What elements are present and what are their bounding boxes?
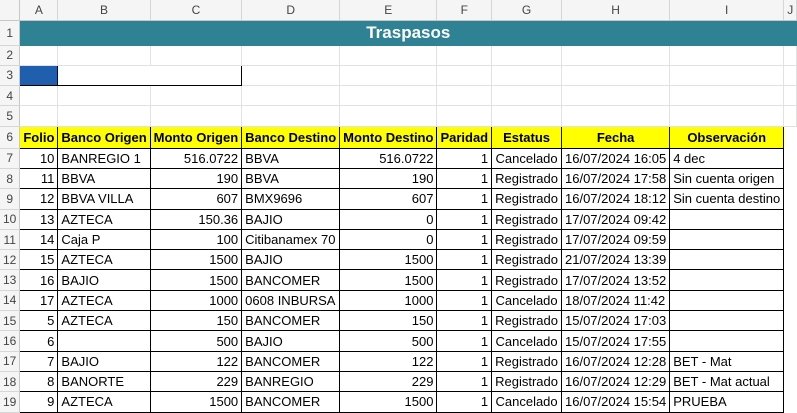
row-header[interactable]: 12: [0, 250, 20, 270]
table-row: [0, 290, 797, 310]
cell-banco-origen[interactable]: BANREGIO 1: [58, 148, 150, 168]
cell[interactable]: [58, 86, 150, 106]
cell[interactable]: [784, 86, 797, 106]
cell-banco-destino[interactable]: BANREGIO: [242, 371, 340, 391]
cell-paridad[interactable]: 1: [437, 331, 492, 351]
cell-monto-destino[interactable]: 1000: [340, 290, 437, 310]
header-paridad[interactable]: Paridad: [437, 126, 492, 148]
cell-monto-destino[interactable]: 500: [340, 331, 437, 351]
cell[interactable]: [340, 86, 437, 106]
cell-fecha[interactable]: 17/07/2024 09:42: [562, 209, 670, 229]
table-row: [0, 392, 797, 412]
bordered-cell[interactable]: [58, 65, 242, 85]
cell-observación[interactable]: [670, 290, 784, 310]
cell-banco-destino[interactable]: BAJIO: [242, 209, 340, 229]
header-observacion[interactable]: Observación: [670, 126, 784, 148]
cell-monto-destino[interactable]: 122: [340, 351, 437, 371]
cell-estatus[interactable]: Registrado: [492, 209, 562, 229]
cell-banco-destino[interactable]: BANCOMER: [242, 311, 340, 331]
cell-monto-destino[interactable]: 229: [340, 371, 437, 391]
cell-banco-origen[interactable]: Caja P: [58, 229, 150, 249]
cell-banco-destino[interactable]: BANCOMER: [242, 392, 340, 412]
row-header[interactable]: 19: [0, 392, 20, 412]
cell-estatus[interactable]: Registrado: [492, 270, 562, 290]
cell-estatus[interactable]: Registrado: [492, 168, 562, 188]
cell-folio[interactable]: 6: [20, 331, 58, 351]
row-header[interactable]: 15: [0, 311, 20, 331]
cell[interactable]: [20, 86, 58, 106]
cell-folio[interactable]: 9: [20, 392, 58, 412]
cell-folio[interactable]: 5: [20, 311, 58, 331]
cell-monto-origen[interactable]: 229: [150, 371, 242, 391]
cell-fecha[interactable]: 16/07/2024 18:12: [562, 189, 670, 209]
cell-paridad[interactable]: 1: [437, 311, 492, 331]
cell-paridad[interactable]: 1: [437, 392, 492, 412]
cell[interactable]: [242, 106, 340, 126]
cell-banco-origen[interactable]: BBVA: [58, 168, 150, 188]
cell-observación[interactable]: [670, 270, 784, 290]
cell[interactable]: [437, 65, 492, 85]
cell[interactable]: [340, 106, 437, 126]
cell-fecha[interactable]: 18/07/2024 11:42: [562, 290, 670, 310]
cell-estatus[interactable]: Cancelado: [492, 392, 562, 412]
cell[interactable]: [437, 106, 492, 126]
cell[interactable]: [784, 45, 797, 65]
cell-monto-origen[interactable]: 607: [150, 189, 242, 209]
cell[interactable]: [58, 45, 150, 65]
cell[interactable]: [784, 106, 797, 126]
cell-observación[interactable]: Sin cuenta origen: [670, 168, 784, 188]
cell-estatus[interactable]: Registrado: [492, 351, 562, 371]
cell-paridad[interactable]: 1: [437, 270, 492, 290]
row-header[interactable]: 3: [0, 65, 20, 85]
cell-folio[interactable]: 14: [20, 229, 58, 249]
cell-monto-origen[interactable]: 1500: [150, 250, 242, 270]
cell[interactable]: [784, 65, 797, 85]
cell-banco-destino[interactable]: 0608 INBURSA: [242, 290, 340, 310]
row-header[interactable]: 10: [0, 209, 20, 229]
cell-observación[interactable]: 4 dec: [670, 148, 784, 168]
cell-monto-origen[interactable]: 1500: [150, 270, 242, 290]
cell-banco-origen[interactable]: [58, 331, 150, 351]
cell-observación[interactable]: [670, 229, 784, 249]
row-header[interactable]: 5: [0, 106, 20, 126]
cell-banco-origen[interactable]: AZTECA: [58, 311, 150, 331]
cell-observación[interactable]: [670, 311, 784, 331]
cell-fecha[interactable]: 16/07/2024 17:58: [562, 168, 670, 188]
column-header-f[interactable]: F: [437, 0, 492, 20]
cell-banco-origen[interactable]: BANORTE: [58, 371, 150, 391]
cell-banco-destino[interactable]: BANCOMER: [242, 270, 340, 290]
cell[interactable]: [437, 45, 492, 65]
cell-folio[interactable]: 16: [20, 270, 58, 290]
row-header[interactable]: 13: [0, 270, 20, 290]
cell-fecha[interactable]: 16/07/2024 15:54: [562, 392, 670, 412]
cell-fecha[interactable]: 21/07/2024 13:39: [562, 250, 670, 270]
cell[interactable]: [340, 45, 437, 65]
column-header-a[interactable]: A: [20, 0, 58, 20]
header-banco-origen[interactable]: Banco Origen: [58, 126, 150, 148]
cell-banco-origen[interactable]: AZTECA: [58, 392, 150, 412]
cell-monto-destino[interactable]: 607: [340, 189, 437, 209]
table-row: [0, 270, 797, 290]
cell-folio[interactable]: 8: [20, 371, 58, 391]
column-header-c[interactable]: C: [150, 0, 242, 20]
cell-banco-destino[interactable]: Citibanamex 70: [242, 229, 340, 249]
cell-estatus[interactable]: Registrado: [492, 189, 562, 209]
cell-paridad[interactable]: 1: [437, 250, 492, 270]
header-estatus[interactable]: Estatus: [492, 126, 562, 148]
row-header[interactable]: 16: [0, 331, 20, 351]
cell-banco-origen[interactable]: BAJIO: [58, 351, 150, 371]
table-row: [0, 311, 797, 331]
cell[interactable]: [20, 106, 58, 126]
header-fecha[interactable]: Fecha: [562, 126, 670, 148]
cell-monto-destino[interactable]: 516.0722: [340, 148, 437, 168]
header-folio[interactable]: Folio: [20, 126, 58, 148]
cell-monto-origen[interactable]: 122: [150, 351, 242, 371]
cell-monto-origen[interactable]: 190: [150, 168, 242, 188]
data-rows: [0, 148, 797, 412]
cell[interactable]: [242, 65, 340, 85]
header-banco-destino[interactable]: Banco Destino: [242, 126, 340, 148]
row-header[interactable]: 17: [0, 351, 20, 371]
cell-fecha[interactable]: 15/07/2024 17:55: [562, 331, 670, 351]
cell[interactable]: [58, 106, 150, 126]
cell-monto-destino[interactable]: 1500: [340, 270, 437, 290]
cell-monto-destino[interactable]: 0: [340, 229, 437, 249]
cell-paridad[interactable]: 1: [437, 351, 492, 371]
cell-banco-origen[interactable]: AZTECA: [58, 290, 150, 310]
cell-observación[interactable]: [670, 331, 784, 351]
cell-folio[interactable]: 7: [20, 351, 58, 371]
cell-banco-origen[interactable]: AZTECA: [58, 209, 150, 229]
cell[interactable]: [340, 65, 437, 85]
cell[interactable]: [20, 45, 58, 65]
cell-banco-destino[interactable]: BAJIO: [242, 331, 340, 351]
sheet-title[interactable]: Traspasos: [20, 20, 797, 45]
cell-fecha[interactable]: 15/07/2024 17:03: [562, 311, 670, 331]
cell-banco-destino[interactable]: BBVA: [242, 168, 340, 188]
cell-folio[interactable]: 15: [20, 250, 58, 270]
table-row: [0, 351, 797, 371]
cell-folio[interactable]: 12: [20, 189, 58, 209]
cell[interactable]: [670, 65, 784, 85]
row-header[interactable]: 7: [0, 148, 20, 168]
table-row: [0, 189, 797, 209]
row-header[interactable]: 4: [0, 86, 20, 106]
cell-observación[interactable]: [670, 250, 784, 270]
cell-fecha[interactable]: 16/07/2024 12:29: [562, 371, 670, 391]
cell-banco-destino[interactable]: BAJIO: [242, 250, 340, 270]
cell-folio[interactable]: 11: [20, 168, 58, 188]
cell-folio[interactable]: 10: [20, 148, 58, 168]
select-all-corner[interactable]: [0, 0, 20, 20]
table-row: [0, 331, 797, 351]
cell[interactable]: [150, 45, 242, 65]
cell[interactable]: [562, 106, 670, 126]
cell-monto-origen[interactable]: 150: [150, 311, 242, 331]
cell-estatus[interactable]: Registrado: [492, 250, 562, 270]
cell[interactable]: [670, 86, 784, 106]
cell-fecha[interactable]: 16/07/2024 16:05: [562, 148, 670, 168]
cell[interactable]: [242, 86, 340, 106]
row-header[interactable]: 18: [0, 371, 20, 391]
cell-paridad[interactable]: 1: [437, 229, 492, 249]
cell-banco-destino[interactable]: BMX9696: [242, 189, 340, 209]
cell-monto-origen[interactable]: 516.0722: [150, 148, 242, 168]
cell[interactable]: [242, 45, 340, 65]
table-row: [0, 229, 797, 249]
cell-folio[interactable]: 17: [20, 290, 58, 310]
cell-banco-destino[interactable]: BBVA: [242, 148, 340, 168]
cell-estatus[interactable]: Cancelado: [492, 331, 562, 351]
cell-monto-destino[interactable]: 150: [340, 311, 437, 331]
cell-monto-destino[interactable]: 1500: [340, 392, 437, 412]
cell-estatus[interactable]: Cancelado: [492, 148, 562, 168]
cell[interactable]: [562, 65, 670, 85]
column-header-h[interactable]: H: [562, 0, 670, 20]
cell[interactable]: [492, 65, 562, 85]
cell-fecha[interactable]: 17/07/2024 09:59: [562, 229, 670, 249]
row-header[interactable]: 14: [0, 290, 20, 310]
header-monto-origen[interactable]: Monto Origen: [150, 126, 242, 148]
cell-observación[interactable]: Sin cuenta destino: [670, 189, 784, 209]
row-header[interactable]: 1: [0, 20, 20, 45]
cell-estatus[interactable]: Registrado: [492, 229, 562, 249]
filled-cell[interactable]: [20, 65, 58, 85]
cell-observación[interactable]: BET - Mat actual: [670, 371, 784, 391]
cell[interactable]: [670, 45, 784, 65]
cell-monto-origen[interactable]: 150.36: [150, 209, 242, 229]
cell-monto-origen[interactable]: 100: [150, 229, 242, 249]
column-header-e[interactable]: E: [340, 0, 437, 20]
column-header-g[interactable]: G: [492, 0, 562, 20]
cell[interactable]: [492, 86, 562, 106]
cell[interactable]: [670, 106, 784, 126]
cell-paridad[interactable]: 1: [437, 209, 492, 229]
cell-monto-origen[interactable]: 1500: [150, 392, 242, 412]
cell-monto-destino[interactable]: 1500: [340, 250, 437, 270]
cell-paridad[interactable]: 1: [437, 168, 492, 188]
cell-banco-destino[interactable]: BANCOMER: [242, 351, 340, 371]
cell[interactable]: [492, 106, 562, 126]
table-row: [0, 168, 797, 188]
cell-monto-origen[interactable]: 500: [150, 331, 242, 351]
column-header-i[interactable]: I: [670, 0, 784, 20]
table-row: [0, 209, 797, 229]
cell-fecha[interactable]: 16/07/2024 12:28: [562, 351, 670, 371]
cell[interactable]: [492, 45, 562, 65]
cell-monto-destino[interactable]: 0: [340, 209, 437, 229]
cell-paridad[interactable]: 1: [437, 189, 492, 209]
header-monto-destino[interactable]: Monto Destino: [340, 126, 437, 148]
column-header-d[interactable]: D: [242, 0, 340, 20]
cell-monto-destino[interactable]: 190: [340, 168, 437, 188]
cell-observación[interactable]: PRUEBA: [670, 392, 784, 412]
row-header[interactable]: 8: [0, 168, 20, 188]
cell-paridad[interactable]: 1: [437, 148, 492, 168]
table-row: [0, 250, 797, 270]
cell-banco-origen[interactable]: BBVA VILLA: [58, 189, 150, 209]
cell[interactable]: [562, 86, 670, 106]
cell-folio[interactable]: 13: [20, 209, 58, 229]
cell-paridad[interactable]: 1: [437, 290, 492, 310]
row-header[interactable]: 6: [0, 126, 20, 148]
cell-monto-origen[interactable]: 1000: [150, 290, 242, 310]
cell-estatus[interactable]: Registrado: [492, 371, 562, 391]
cell-observación[interactable]: [670, 209, 784, 229]
cell[interactable]: [150, 86, 242, 106]
row-header[interactable]: 11: [0, 229, 20, 249]
cell-paridad[interactable]: 1: [437, 371, 492, 391]
cell-estatus[interactable]: Cancelado: [492, 290, 562, 310]
cell[interactable]: [150, 106, 242, 126]
cell-observación[interactable]: BET - Mat: [670, 351, 784, 371]
cell-fecha[interactable]: 17/07/2024 13:52: [562, 270, 670, 290]
column-header-j[interactable]: J: [784, 0, 797, 20]
column-header-b[interactable]: B: [58, 0, 150, 20]
cell[interactable]: [437, 86, 492, 106]
cell[interactable]: [562, 45, 670, 65]
row-header[interactable]: 9: [0, 189, 20, 209]
cell-banco-origen[interactable]: AZTECA: [58, 250, 150, 270]
cell-banco-origen[interactable]: BAJIO: [58, 270, 150, 290]
table-row: [0, 371, 797, 391]
row-header[interactable]: 2: [0, 45, 20, 65]
table-row: [0, 148, 797, 168]
cell-estatus[interactable]: Registrado: [492, 311, 562, 331]
